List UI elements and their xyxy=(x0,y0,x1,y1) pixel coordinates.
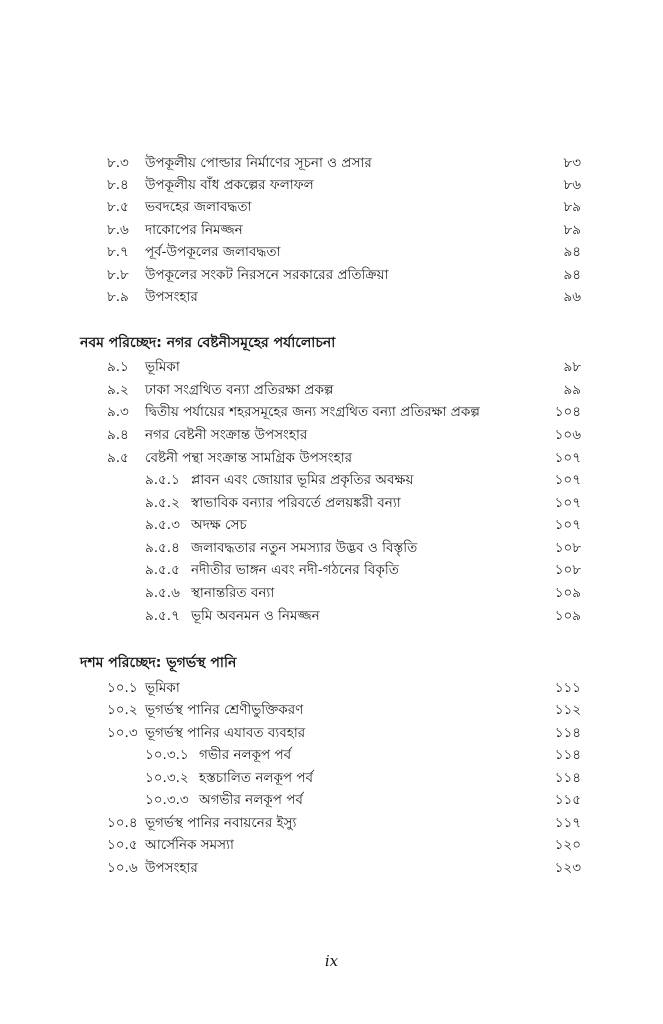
entry-number: ১০.৬ xyxy=(107,860,138,876)
entry-title: জলাবদ্ধতার নতুন সমস্যার উদ্ভব ও বিস্তৃতি xyxy=(191,540,418,556)
entry-page: ১১৪ xyxy=(554,747,581,763)
toc-entry xyxy=(107,241,581,263)
toc-subentry xyxy=(145,605,581,627)
entry-number: ৯.৫.৬ xyxy=(145,585,180,601)
entry-number: ৯.৫.৫ xyxy=(145,562,180,578)
entry-title: দাকোপের নিমজ্জন xyxy=(145,222,243,238)
entry-title: অগভীর নলকূপ পর্ব xyxy=(199,792,303,808)
entry-title: ভূমি অবনমন ও নিমজ্জন xyxy=(191,608,320,624)
entry-page: ১০৪ xyxy=(554,404,581,420)
chapter-heading: দশম পরিচ্ছেদ: ভূগর্ভস্থ পানি xyxy=(80,655,237,671)
entry-page: ৮৩ xyxy=(563,155,581,171)
entry-title: বেষ্টনী পন্থা সংক্রান্ত সামগ্রিক উপসংহার xyxy=(145,450,353,466)
entry-page: ১০৭ xyxy=(554,472,581,488)
entry-number: ১০.৩.৩ xyxy=(145,792,189,808)
entry-title: উপকূলীয় বাঁধ প্রকল্পের ফলাফল xyxy=(145,177,314,193)
entry-number: ১০.৩ xyxy=(107,725,138,741)
entry-title: অদক্ষ সেচ xyxy=(191,517,247,533)
entry-page: ৯৯ xyxy=(563,382,581,398)
toc-subentry xyxy=(145,492,581,514)
entry-title: ভূমিকা xyxy=(145,359,180,375)
toc-entry xyxy=(107,174,581,196)
entry-title: স্থানান্তরিত বন্যা xyxy=(191,585,275,601)
entry-number: ৮.৬ xyxy=(107,222,129,238)
toc-subentry xyxy=(145,767,581,789)
entry-title: হস্তচালিত নলকূপ পর্ব xyxy=(199,770,314,786)
toc-entry xyxy=(107,677,581,699)
entry-title: পূর্ব-উপকূলের জলাবদ্ধতা xyxy=(145,244,281,260)
toc-entry xyxy=(107,152,581,174)
toc-entry xyxy=(107,447,581,469)
toc-entry xyxy=(107,264,581,286)
entry-number: ৯.৪ xyxy=(107,427,129,443)
entry-page: ১০৬ xyxy=(554,427,581,443)
entry-number: ৯.১ xyxy=(107,359,129,375)
toc-entry xyxy=(107,286,581,308)
entry-title: উপকূলের সংকট নিরসনে সরকারের প্রতিক্রিয়া xyxy=(145,267,389,283)
entry-number: ৮.৯ xyxy=(107,289,129,305)
entry-title: গভীর নলকূপ পর্ব xyxy=(199,747,292,763)
entry-number: ৮.৭ xyxy=(107,244,129,260)
entry-title: দ্বিতীয় পর্যায়ের শহরসমূহের জন্য সংগ্রথিত বন্যা প্রতিরক্ষা প্রকল্প xyxy=(145,404,480,420)
entry-page: ৯৮ xyxy=(563,359,581,375)
entry-number: ১০.৪ xyxy=(107,815,138,831)
entry-number: ৮.৮ xyxy=(107,267,129,283)
entry-number: ৮.৩ xyxy=(107,155,129,171)
toc-entry xyxy=(107,424,581,446)
entry-number: ৯.৫.৪ xyxy=(145,540,180,556)
toc-subentry xyxy=(145,789,581,811)
entry-page: ১১৪ xyxy=(554,725,581,741)
entry-title: উপসংহার xyxy=(145,289,198,305)
toc-subentry xyxy=(145,744,581,766)
entry-page: ১১৫ xyxy=(554,792,581,808)
entry-page: ৯৪ xyxy=(563,267,581,283)
entry-title: স্বাভাবিক বন্যার পরিবর্তে প্রলয়ঙ্করী বন্যা xyxy=(191,495,401,511)
entry-number: ৯.৩ xyxy=(107,404,129,420)
entry-title: ঢাকা সংগ্রথিত বন্যা প্রতিরক্ষা প্রকল্প xyxy=(145,382,334,398)
entry-page: ৮৯ xyxy=(563,199,581,215)
toc-entry xyxy=(107,699,581,721)
entry-page: ১১১ xyxy=(554,680,581,696)
entry-title: প্লাবন এবং জোয়ার ভূমির প্রকৃতির অবক্ষয় xyxy=(191,472,414,488)
entry-number: ৯.৫.১ xyxy=(145,472,180,488)
entry-page: ৮৬ xyxy=(563,177,581,193)
entry-page: ১২৩ xyxy=(554,860,581,876)
entry-page: ৯৬ xyxy=(563,289,581,305)
entry-page: ৯৪ xyxy=(563,244,581,260)
entry-title: আর্সেনিক সমস্যা xyxy=(145,837,234,853)
entry-number: ৯.৫.৩ xyxy=(145,517,180,533)
entry-title: ভূমিকা xyxy=(145,680,180,696)
toc-entry xyxy=(107,379,581,401)
entry-page: ১০৮ xyxy=(554,562,581,578)
entry-number: ৮.৪ xyxy=(107,177,129,193)
page-number: ix xyxy=(324,952,339,970)
entry-page: ৮৯ xyxy=(563,222,581,238)
entry-number: ১০.৫ xyxy=(107,837,138,853)
entry-number: ১০.২ xyxy=(107,702,138,718)
entry-page: ১০৯ xyxy=(554,608,581,624)
entry-number: ১০.৩.১ xyxy=(145,747,189,763)
entry-title: ভূগর্ভস্থ পানির এযাবত ব্যবহার xyxy=(145,725,306,741)
entry-page: ১১৭ xyxy=(554,815,581,831)
entry-page: ১০৯ xyxy=(554,585,581,601)
toc-subentry xyxy=(145,469,581,491)
toc-entry xyxy=(107,401,581,423)
entry-number: ১০.৩.২ xyxy=(145,770,189,786)
entry-page: ১০৭ xyxy=(554,495,581,511)
entry-page: ১১২ xyxy=(554,702,581,718)
entry-number: ৯.২ xyxy=(107,382,129,398)
toc-entry xyxy=(107,196,581,218)
toc-subentry xyxy=(145,514,581,536)
toc-entry xyxy=(107,219,581,241)
toc-entry xyxy=(107,857,581,879)
toc-entry xyxy=(107,812,581,834)
entry-title: উপসংহার xyxy=(145,860,198,876)
entry-number: ৯.৫.৭ xyxy=(145,608,180,624)
entry-number: ৯.৫ xyxy=(107,450,129,466)
toc-entry xyxy=(107,834,581,856)
entry-page: ১০৮ xyxy=(554,540,581,556)
toc-subentry xyxy=(145,559,581,581)
chapter-heading: নবম পরিচ্ছেদ: নগর বেষ্টনীসমূহের পর্যালোচনা xyxy=(80,335,336,351)
entry-title: ভূগর্ভস্থ পানির নবায়নের ইস্যু xyxy=(145,815,297,831)
entry-number: ১০.১ xyxy=(107,680,138,696)
entry-number: ৮.৫ xyxy=(107,199,129,215)
entry-page: ১০৭ xyxy=(554,517,581,533)
entry-title: ভূগর্ভস্থ পানির শ্রেণীভুক্তিকরণ xyxy=(145,702,304,718)
toc-entry xyxy=(107,722,581,744)
entry-page: ১০৭ xyxy=(554,450,581,466)
entry-page: ১২০ xyxy=(554,837,581,853)
toc-subentry xyxy=(145,537,581,559)
entry-title: নগর বেষ্টনী সংক্রান্ত উপসংহার xyxy=(145,427,308,443)
entry-page: ১১৪ xyxy=(554,770,581,786)
entry-number: ৯.৫.২ xyxy=(145,495,180,511)
entry-title: উপকূলীয় পোল্ডার নির্মাণের সূচনা ও প্রসার xyxy=(145,155,372,171)
entry-title: ভবদহের জলাবদ্ধতা xyxy=(145,199,252,215)
toc-entry xyxy=(107,356,581,378)
entry-title: নদীতীর ভাঙ্গন এবং নদী-গঠনের বিকৃতি xyxy=(191,562,399,578)
toc-subentry xyxy=(145,582,581,604)
